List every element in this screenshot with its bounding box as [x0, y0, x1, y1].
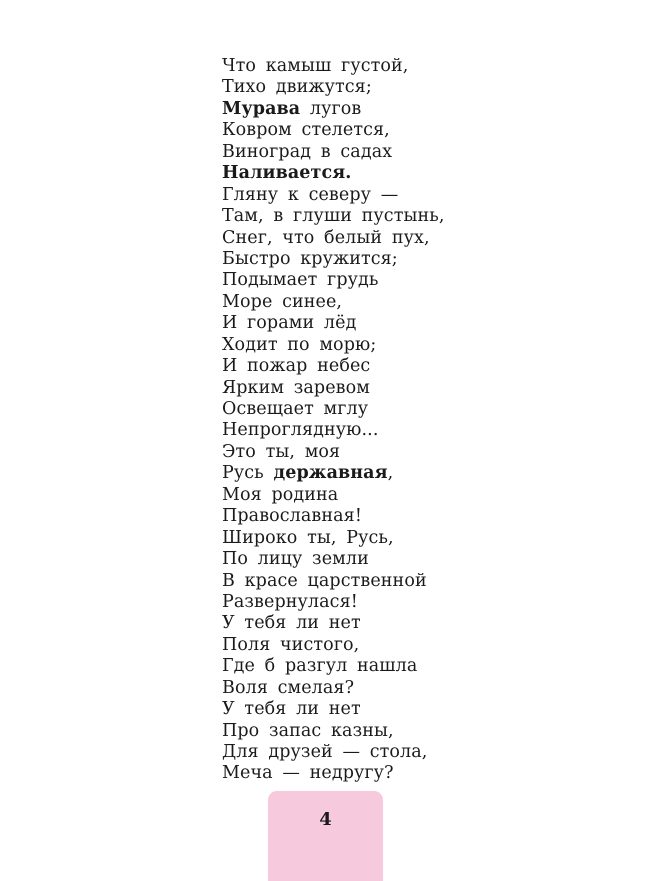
poem-line [222, 420, 445, 441]
poem-line-text: Поля чистого, [222, 634, 360, 655]
poem-line [222, 77, 445, 98]
poem-line [222, 635, 445, 656]
poem-line-text: Это ты, моя [222, 441, 341, 462]
poem-line [222, 163, 445, 184]
poem-line-bold-word: державная [273, 463, 388, 484]
poem-line [222, 335, 445, 356]
poem-line-text: Ходит по морю; [222, 334, 377, 355]
poem-line-text: Тихо движутся; [222, 77, 372, 98]
page-number-tab [268, 791, 383, 881]
poem-line-text: Гляну к северу — [222, 184, 399, 205]
poem-line-text: Быстро кружится; [222, 248, 398, 269]
poem-line-text: Там, в глуши пустынь, [222, 206, 445, 227]
poem-line [222, 592, 445, 613]
poem-line-text: По лицу земли [222, 549, 369, 570]
poem-line-text: У тебя ли нет [222, 699, 361, 720]
poem-line [222, 249, 445, 270]
poem-line [222, 399, 445, 420]
poem-line [222, 292, 445, 313]
poem-line [222, 528, 445, 549]
poem-line-text: Широко ты, Русь, [222, 527, 394, 548]
poem-line [222, 485, 445, 506]
poem-line [222, 356, 445, 377]
poem-line [222, 763, 445, 784]
poem-line [222, 206, 445, 227]
poem-line [222, 378, 445, 399]
poem-line-text: И горами лёд [222, 313, 357, 334]
poem-line-text: Меча — недругу? [222, 763, 394, 784]
poem-line-text: , [387, 463, 394, 484]
poem-line [222, 120, 445, 141]
poem-line-text: Православная! [222, 506, 362, 527]
poem-line-text: Про запас казны, [222, 720, 394, 741]
poem-line-text: Снег, что белый пух, [222, 227, 430, 248]
poem-line-text: Развернулася! [222, 591, 358, 612]
poem-line [222, 463, 445, 484]
poem-line-text: Море синее, [222, 291, 343, 312]
poem-line-bold-word: Мурава [222, 98, 301, 119]
poem-line [222, 313, 445, 334]
poem-line [222, 742, 445, 763]
poem-line-text: Воля смелая? [222, 677, 355, 698]
poem-line-text: В красе царственной [222, 570, 427, 591]
poem-line [222, 678, 445, 699]
poem-line-text: И пожар небес [222, 356, 371, 377]
poem-line [222, 185, 445, 206]
poem-line-text: лугов [300, 98, 362, 119]
poem-line-text: Подымает грудь [222, 270, 379, 291]
poem-line [222, 56, 445, 77]
poem-line [222, 656, 445, 677]
poem-line [222, 99, 445, 120]
poem-line-text: Непроглядную... [222, 420, 379, 441]
poem-line-text: Русь [222, 463, 274, 484]
poem-line-text: Для друзей — стола, [222, 742, 428, 762]
poem-line-bold-word: Наливается. [222, 163, 352, 184]
poem-line-text: Освещает мглу [222, 399, 369, 419]
page-number: 4 [319, 809, 332, 830]
poem-line [222, 571, 445, 592]
poem-line-text: Ярким заревом [222, 377, 370, 398]
poem-line-text: Ковром стелется, [222, 120, 390, 141]
poem-line [222, 613, 445, 634]
poem-line-text: У тебя ли нет [222, 613, 361, 634]
poem-line-text: Виноград в садах [222, 141, 393, 162]
poem-line [222, 270, 445, 291]
poem-line [222, 442, 445, 463]
poem-line [222, 549, 445, 570]
poem-line-text: Где б разгул нашла [222, 656, 418, 677]
poem-line [222, 721, 445, 742]
poem-line-text: Моя родина [222, 484, 339, 505]
poem-line [222, 228, 445, 249]
poem-line [222, 699, 445, 720]
poem-line [222, 142, 445, 163]
poem-line-text: Что камыш густой, [222, 56, 409, 76]
poem-stanza [222, 56, 445, 785]
poem-line [222, 506, 445, 527]
